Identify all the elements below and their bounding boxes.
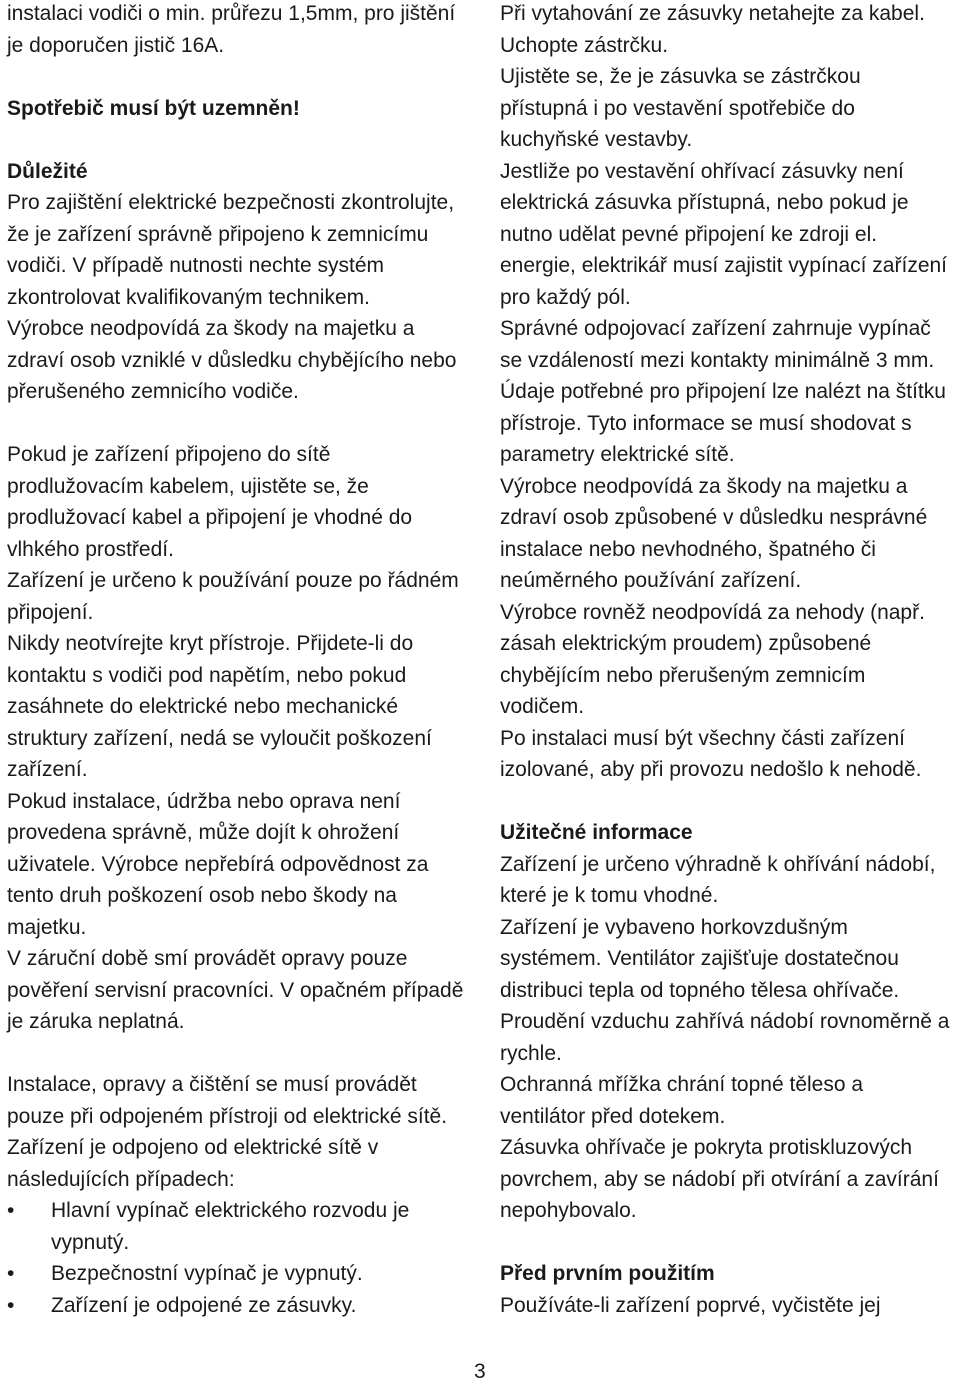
spacer xyxy=(7,408,467,440)
left-column xyxy=(7,0,467,1321)
paragraph: Po instalaci musí být všechny části zařízení izolované, aby při provozu nedošlo k nehodě. xyxy=(500,726,922,781)
paragraph: Zařízení je určeno výhradně k ohřívání nádobí, které je k tomu vhodné. xyxy=(500,852,936,907)
useful-info-heading: Užitečné informace xyxy=(500,821,693,844)
bullet-icon: • xyxy=(7,1262,15,1285)
spacer xyxy=(500,1227,952,1259)
paragraph: Pokud je zařízení připojeno do sítě prodlužovacím kabelem, ujistěte se, že prodlužovací kabel a připojení je vhodné do vlhkého prostředí. xyxy=(7,443,413,561)
grounding-notice: Spotřebič musí být uzemněn! xyxy=(7,96,300,120)
paragraph: Ujistěte se, že je zásuvka se zástrčkou přístupná i po vestavění spotřebiče do kuchyňské vestavby. xyxy=(500,65,861,151)
right-column xyxy=(500,0,952,1321)
spacer xyxy=(7,61,467,93)
list-item-text: Zařízení je odpojené ze zásuvky. xyxy=(51,1293,357,1317)
list-item xyxy=(7,1258,467,1290)
bullet-icon: • xyxy=(7,1293,15,1317)
disconnect-cases-list xyxy=(7,1195,467,1321)
paragraph: Výrobce neodpovídá za škody na majetku a zdraví osob způsobené v důsledku nesprávné instalace nebo nevhodného, špatného či neúměrného používání zařízení. xyxy=(500,474,928,592)
paragraph: Správné odpojovací zařízení zahrnuje vypínač se vzdáleností mezi kontakty minimálně 3 mm. Údaje potřebné pro připojení lze nalézt na štítku přístroje. Tyto informace se musí shodovat s parametry elektrické sítě. xyxy=(500,317,946,466)
list-item xyxy=(7,1290,467,1322)
paragraph: Nikdy neotvírejte kryt přístroje. Přijdete-li do kontaktu s vodiči pod napětím, nebo pokud zasáhnete do elektrické nebo mechanické struktury zařízení, nedá se vyloučit poškození zařízení. xyxy=(7,632,432,781)
important-heading: Důležité xyxy=(7,159,88,183)
paragraph: instalaci vodiči o min. průřezu 1,5mm, pro jištění je doporučen jistič 16A. xyxy=(7,2,456,57)
paragraph: Při vytahování ze zásuvky netahejte za kabel. Uchopte zástrčku. xyxy=(500,2,925,57)
paragraph: Ochranná mřížka chrání topné těleso a ventilátor před dotekem. xyxy=(500,1073,864,1128)
paragraph: Zásuvka ohřívače je pokryta protiskluzových povrchem, aby se nádobí při otvírání a zavírání nepohybovalo. xyxy=(500,1136,939,1222)
spacer xyxy=(7,1038,467,1070)
paragraph: Výrobce rovněž neodpovídá za nehody (např. zásah elektrickým proudem) způsobené chybějícím nebo přerušeným zemnicím vodičem. xyxy=(500,600,925,718)
list-item xyxy=(7,1195,467,1258)
paragraph: Používáte-li zařízení poprvé, vyčistěte jej xyxy=(500,1293,881,1317)
list-item-text: Hlavní vypínač elektrického rozvodu je vypnutý. xyxy=(51,1199,410,1254)
paragraph: Pokud instalace, údržba nebo oprava není provedena správně, může dojít k ohrožení uživatele. Výrobce nepřebírá odpovědnost za tento druh poškození osob nebo škody na majetku. xyxy=(7,789,429,939)
paragraph: Jestliže po vestavění ohřívací zásuvky není elektrická zásuvka přístupná, nebo pokud je nutno udělat pevné připojení ke zdroji el. energie, elektrikář musí zajistit vypínací zařízení pro každý pól. xyxy=(500,159,948,309)
page-number: 3 xyxy=(474,1360,486,1383)
paragraph: Instalace, opravy a čištění se musí provádět pouze při odpojeném přístroji od elektrické sítě. Zařízení je odpojeno od elektrické sítě v následujících případech: xyxy=(7,1073,448,1191)
paragraph: Zařízení je vybaveno horkovzdušným systémem. Ventilátor zajišťuje dostatečnou distribuci tepla od topného tělesa ohřívače. xyxy=(500,915,900,1002)
paragraph: Proudění vzduchu zahřívá nádobí rovnoměrně a rychle. xyxy=(500,1010,950,1065)
spacer xyxy=(500,786,952,818)
first-use-heading: Před prvním použitím xyxy=(500,1262,715,1285)
paragraph: Pro zajištění elektrické bezpečnosti zkontrolujte, že je zařízení správně připojeno k zemnicímu vodiči. V případě nutnosti nechte systém zkontrolovat kvalifikovaným technikem. xyxy=(7,191,455,309)
spacer xyxy=(7,124,467,156)
paragraph: Zařízení je určeno k používání pouze po řádném připojení. xyxy=(7,569,459,624)
list-item-text: Bezpečnostní vypínač je vypnutý. xyxy=(51,1262,363,1285)
paragraph: Výrobce neodpovídá za škody na majetku a zdraví osob vzniklé v důsledku chybějícího nebo přerušeného zemnicího vodiče. xyxy=(7,317,457,403)
bullet-icon: • xyxy=(7,1199,15,1222)
paragraph: V záruční době smí provádět opravy pouze pověření servisní pracovníci. V opačném případě je záruka neplatná. xyxy=(7,947,464,1033)
